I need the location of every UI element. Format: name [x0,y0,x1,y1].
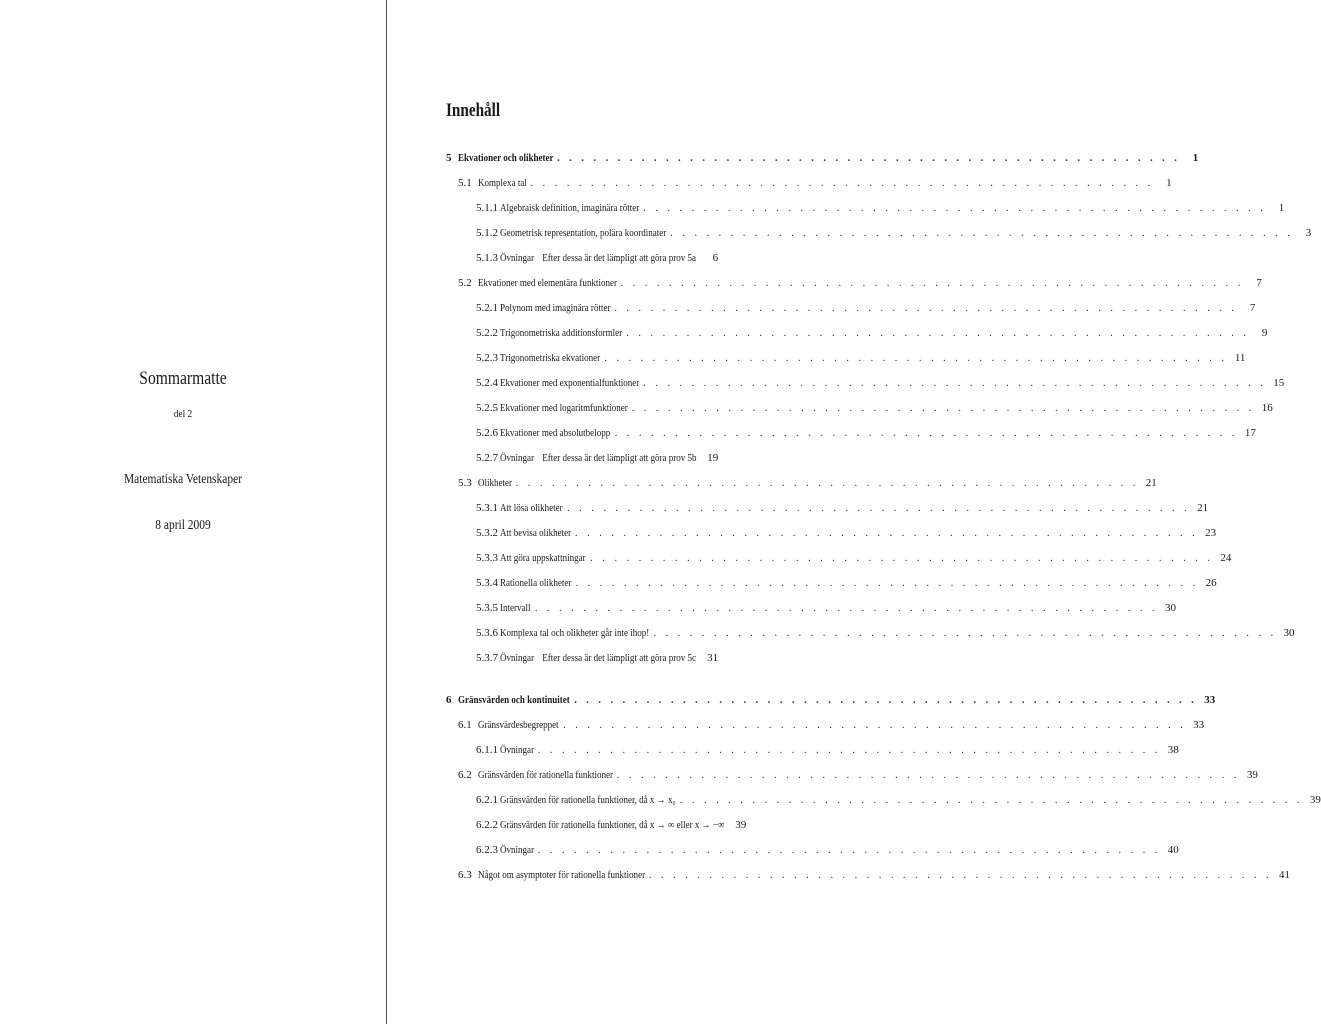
toc-entry-number: 5.1.3 [476,252,498,264]
toc-entry-number: 5.2.3 [476,352,498,364]
toc-page-number: 40 [1167,844,1179,856]
toc-subsection-entry[interactable] [446,396,1273,421]
toc-entry-title: Övningar [500,252,535,264]
toc-entry-number: 5.2.1 [476,302,498,314]
toc-entry-note: Efter dessa är det lämpligt att göra prov 5b [542,452,697,464]
toc-entry-note: Efter dessa är det lämpligt att göra prov 5c [542,652,697,664]
toc-subsection-entry[interactable] [446,371,1285,396]
toc-page-number: 1 [1166,177,1172,189]
toc-entry-number: 5.2.4 [476,377,498,389]
toc-entry-number: 5.1 [458,177,472,189]
toc-leader-dots: . . . . . . . . . . . . . . . . . . . . . . . . . . . . . . . . . . . . . . . . . . . . . . . . . . . . [643,377,1267,389]
toc-page-number: 21 [1197,502,1209,514]
toc-subsection-entry[interactable] [446,571,1217,596]
toc-entry-number: 5.3.3 [476,552,498,564]
toc-leader-dots: . . . . . . . . . . . . . . . . . . . . . . . . . . . . . . . . . . . . . . . . . . . . . . . . . . . . [616,769,1240,781]
toc-entry-title: Komplexa tal [478,177,527,189]
toc-heading: Innehåll [446,100,501,121]
toc-page-number: 26 [1205,577,1217,589]
toc-subsection-entry[interactable] [446,496,1209,521]
toc-entry-title: Att göra uppskattningar [500,552,586,564]
toc-page-number: 6 [712,252,719,264]
toc-entry-number: 5.2.2 [476,327,498,339]
toc-entry-title: Övningar [500,452,535,464]
toc-entry-title: Intervall [500,602,531,614]
toc-section-entry[interactable] [446,863,1290,888]
toc-leader-dots: . . . . . . . . . . . . . . . . . . . . . . . . . . . . . . . . . . . . . . . . . . . . . . . . . . . . [626,327,1250,339]
toc-leader-dots: . . . . . . . . . . . . . . . . . . . . . . . . . . . . . . . . . . . . . . . . . . . . . . . . . . . . [574,527,1199,539]
document-author: Matematiska Vetenskaper [123,472,243,487]
toc-entry-title: Övningar [500,652,535,664]
toc-entry-number: 6.1 [458,719,472,731]
toc-entry-title: Ekvationer med absolutbelopp [500,427,611,439]
toc-subsection-entry[interactable] [446,221,1312,246]
toc-subsection-entry[interactable] [446,596,1176,621]
document-date: 8 april 2009 [155,518,211,533]
document-subtitle: del 2 [173,408,193,420]
toc-page-number: 15 [1273,377,1285,389]
toc-entry-number: 5.3.6 [476,627,498,639]
toc-page-number: 3 [1305,227,1312,239]
toc-entry-number: 5.3.5 [476,602,498,614]
toc-subsection-entry[interactable] [446,196,1285,221]
toc-subsection-entry[interactable] [446,421,1256,446]
toc-page-number: 39 [1246,769,1258,781]
toc-entry-number: 5.3.1 [476,502,498,514]
toc-entry-number: 5 [446,152,452,164]
toc-page-number: 21 [1145,477,1157,489]
toc-entry-title: Gränsvärden för rationella funktioner, då x → x₀ [500,794,676,806]
toc-leader-dots: . . . . . . . . . . . . . . . . . . . . . . . . . . . . . . . . . . . . . . . . . . . . . . . . . . . . [643,202,1267,214]
toc-entry-title: Trigonometriska additionsformler [500,327,623,339]
toc-subsection-entry[interactable] [446,321,1268,346]
toc-page-number: 41 [1278,869,1290,881]
toc-subsection-entry[interactable] [446,738,1179,763]
toc-entry-number: 5.1.2 [476,227,498,239]
toc-page-number: 9 [1261,327,1268,339]
toc-entry-number: 6.2.1 [476,794,498,806]
toc-subsection-entry[interactable] [446,788,1321,813]
toc-entry-number: 6 [446,694,452,706]
toc-entry-title: Övningar [500,844,535,856]
toc-entry-number: 5.2.7 [476,452,498,464]
toc-page-number: 19 [707,452,719,464]
document-title: Sommarmatte [139,368,227,389]
toc-subsection-entry[interactable] [446,621,1295,646]
toc-entry-title: Gränsvärdesbegreppet [478,719,559,731]
toc-leader-dots: . . . . . . . . . . . . . . . . . . . . . . . . . . . . . . . . . . . . . . . . . . . . . . . . . . . . [614,302,1238,314]
toc-page-number: 30 [1283,627,1295,639]
toc-entry-title: Ekvationer med exponentialfunktioner [500,377,640,389]
toc-page-number: 1 [1278,202,1285,214]
toc-page-number: 17 [1244,427,1256,439]
toc-subsection-entry[interactable] [446,646,719,671]
toc-chapter-entry[interactable] [446,146,1199,171]
title-block [0,368,366,534]
toc-entry-number: 6.2.2 [476,819,498,831]
toc-entry-title: Ekvationer med elementära funktioner [478,277,618,289]
toc-entry-title: Algebraisk definition, imaginära rötter [500,202,640,214]
toc-entry-number: 6.2 [458,769,472,781]
toc-entry-number: 5.2.5 [476,402,498,414]
toc-entry-title: Övningar [500,744,535,756]
toc-leader-dots: . . . . . . . . . . . . . . . . . . . . . . . . . . . . . . . . . . . . . . . . . . . . . . . . . . . . [604,352,1228,364]
toc-entry-number: 5.2.6 [476,427,498,439]
toc-section-entry[interactable] [446,271,1262,296]
toc-entry-title: Komplexa tal och olikheter går inte ihop! [500,627,650,639]
toc-section-entry[interactable] [446,471,1157,496]
toc-entry-title: Rationella olikheter [500,577,572,589]
toc-section-entry[interactable] [446,763,1258,788]
toc-page-number: 38 [1167,744,1179,756]
toc-entry-number: 5.3.7 [476,652,498,664]
toc-entry-title: Något om asymptoter för rationella funktioner [478,869,646,881]
toc-subsection-entry[interactable] [446,546,1232,571]
toc-page-number: 39 [735,819,747,831]
toc-subsection-entry[interactable] [446,446,719,471]
toc-entry-title: Trigonometriska ekvationer [500,352,601,364]
toc-leader-dots: . . . . . . . . . . . . . . . . . . . . . . . . . . . . . . . . . . . . . . . . . . . . . . . . . . . . [537,844,1161,856]
toc-leader-dots: . . . . . . . . . . . . . . . . . . . . . . . . . . . . . . . . . . . . . . . . . . . . . . . . . . . . [648,869,1272,881]
toc-leader-dots: . . . . . . . . . . . . . . . . . . . . . . . . . . . . . . . . . . . . . . . . . . . . . . . . . . . . [631,402,1255,414]
toc-entry-number: 6.2.3 [476,844,498,856]
toc-page-number: 7 [1256,277,1262,289]
toc-entry-number: 5.1.1 [476,202,498,214]
toc-entry-title: Gränsvärden och kontinuitet [458,694,570,706]
toc-entry-title: Ekvationer och olikheter [458,152,554,164]
toc-subsection-entry[interactable] [446,521,1217,546]
toc-leader-dots: . . . . . . . . . . . . . . . . . . . . . . . . . . . . . . . . . . . . . . . . . . . . . . . . . . . . [620,277,1244,289]
toc-leader-dots: . . . . . . . . . . . . . . . . . . . . . . . . . . . . . . . . . . . . . . . . . . . . . . . . . . . . [614,427,1238,439]
toc-entry-title: Ekvationer med logaritmfunktioner [500,402,628,414]
toc-entry-title: Gränsvärden för rationella funktioner [478,769,614,781]
toc-page-number: 16 [1261,402,1273,414]
toc-entry-number: 6.1.1 [476,744,498,756]
toc-page-number: 23 [1205,527,1217,539]
toc-entry-number: 5.2 [458,277,472,289]
toc-subsection-entry[interactable] [446,813,747,838]
toc-page-number: 39 [1309,794,1321,806]
toc-leader-dots: . . . . . . . . . . . . . . . . . . . . . . . . . . . . . . . . . . . . . . . . . . . . . . . . . . . . [557,152,1181,164]
contents-page [387,0,1321,1024]
toc-section-entry[interactable] [446,171,1172,196]
toc-leader-dots: . . . . . . . . . . . . . . . . . . . . . . . . . . . . . . . . . . . . . . . . . . . . . . . . . . . . [653,627,1277,639]
toc-chapter-entry[interactable] [446,688,1216,713]
toc-leader-dots: . . . . . . . . . . . . . . . . . . . . . . . . . . . . . . . . . . . . . . . . . . . . . . . . . . . . [575,577,1199,589]
toc-entry-number: 5.3.4 [476,577,498,589]
toc-leader-dots: . . . . . . . . . . . . . . . . . . . . . . . . . . . . . . . . . . . . . . . . . . . . . . . . . . . . [530,177,1154,189]
toc-leader-dots: . . . . . . . . . . . . . . . . . . . . . . . . . . . . . . . . . . . . . . . . . . . . . . . . . . . . [679,794,1303,806]
toc-subsection-entry[interactable] [446,838,1179,863]
toc-leader-dots: . . . . . . . . . . . . . . . . . . . . . . . . . . . . . . . . . . . . . . . . . . . . . . . . . . . . [574,694,1198,706]
toc-page-number: 33 [1204,694,1216,706]
title-page [0,0,386,1024]
toc-page-number: 7 [1249,302,1256,314]
toc-leader-dots: . . . . . . . . . . . . . . . . . . . . . . . . . . . . . . . . . . . . . . . . . . . . . . . . . . . . [563,719,1187,731]
toc-entry-number: 5.3 [458,477,472,489]
toc-leader-dots: . . . . . . . . . . . . . . . . . . . . . . . . . . . . . . . . . . . . . . . . . . . . . . . . . . . . [515,477,1139,489]
toc-entry-title: Polynom med imaginära rötter [500,302,611,314]
toc-leader-dots: . . . . . . . . . . . . . . . . . . . . . . . . . . . . . . . . . . . . . . . . . . . . . . . . . . . . [567,502,1191,514]
toc-entry-note: Efter dessa är det lämpligt att göra prov 5a [542,252,697,264]
toc-entry-title: Gränsvärden för rationella funktioner, då x → ∞ eller x → −∞ [500,819,725,831]
toc-entry-title: Att bevisa olikheter [500,527,572,539]
toc-entry-title: Olikheter [478,477,513,489]
toc-page-number: 30 [1164,602,1176,614]
toc-subsection-entry[interactable] [446,346,1246,371]
toc-subsection-entry[interactable] [446,296,1256,321]
toc-entry-title: Att lösa olikheter [500,502,563,514]
toc-list [446,146,1321,888]
toc-leader-dots: . . . . . . . . . . . . . . . . . . . . . . . . . . . . . . . . . . . . . . . . . . . . . . . . . . . . [534,602,1158,614]
toc-page-number: 33 [1193,719,1205,731]
toc-section-entry[interactable] [446,713,1205,738]
toc-leader-dots: . . . . . . . . . . . . . . . . . . . . . . . . . . . . . . . . . . . . . . . . . . . . . . . . . . . . [670,227,1294,239]
toc-leader-dots: . . . . . . . . . . . . . . . . . . . . . . . . . . . . . . . . . . . . . . . . . . . . . . . . . . . . [590,552,1214,564]
toc-entry-number: 5.3.2 [476,527,498,539]
toc-leader-dots: . . . . . . . . . . . . . . . . . . . . . . . . . . . . . . . . . . . . . . . . . . . . . . . . . . . . [537,744,1161,756]
toc-subsection-entry[interactable] [446,246,719,271]
toc-entry-title: Geometrisk representation, polära koordinater [500,227,667,239]
toc-page-number: 1 [1192,152,1199,164]
toc-page-number: 24 [1220,552,1232,564]
toc-page-number: 31 [707,652,719,664]
toc-page-number: 11 [1234,352,1246,364]
toc-entry-number: 6.3 [458,869,472,881]
